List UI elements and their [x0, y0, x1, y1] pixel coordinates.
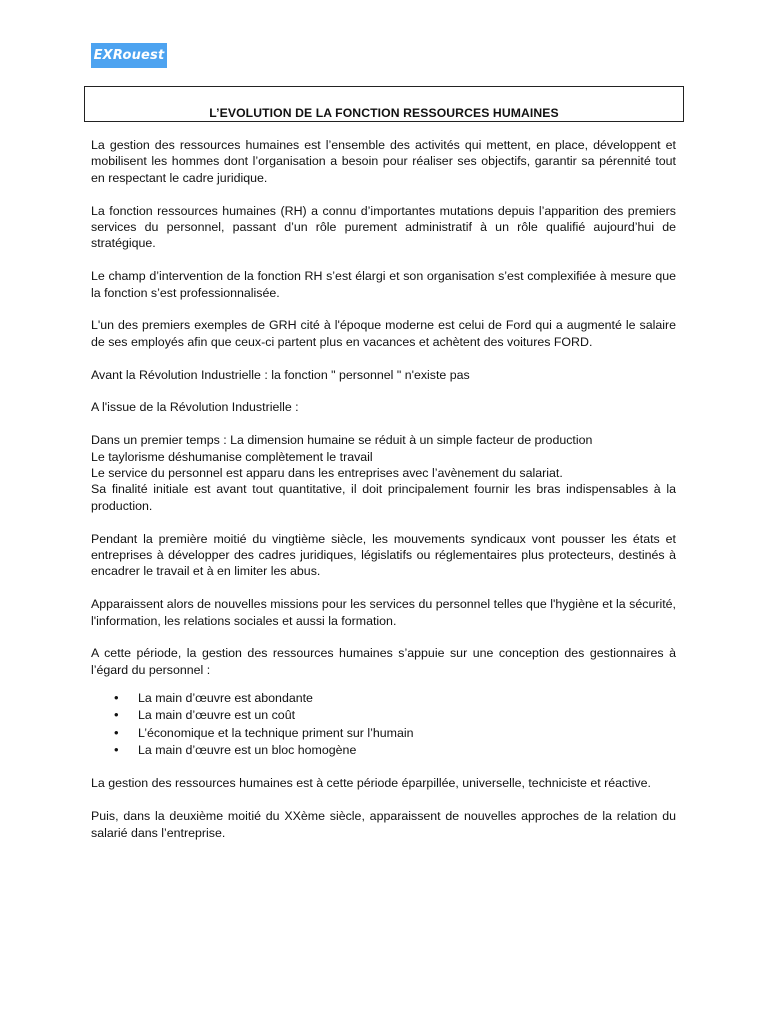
paragraph-premiere-moitie: Pendant la première moitié du vingtième siècle, les mouvements syndicaux vont pousser les états et entreprises à développer des cadres juridiques, législatifs ou réglementaires plus protecteurs, destinés à encadrer le travail et à en limiter les abus.: [91, 531, 676, 579]
logo-text: EXRouest: [93, 48, 165, 63]
document-body: [91, 137, 676, 857]
bullet-list: [91, 690, 676, 759]
paragraph-finalite: Sa finalité initiale est avant tout quantitative, il doit principalement fournir les bras indispensables à la production.: [91, 482, 676, 513]
paragraph-ford: L'un des premiers exemples de GRH cité à l'époque moderne est celui de Ford qui a augmenté le salaire de ses employés afin que ceux-ci partent plus en vacances et achètent des voitures FORD.: [91, 318, 676, 349]
paragraph-service-personnel: Le service du personnel est apparu dans les entreprises avec l’avènement du salariat.: [91, 466, 563, 481]
paragraph-mutations: La fonction ressources humaines (RH) a connu d’importantes mutations depuis l’apparition des premiers services du personnel, passant d’un rôle purement administratif à un rôle qualifié aujourd’hui de stratégique.: [91, 203, 676, 251]
list-item: • La main d’œuvre est abondante: [91, 690, 676, 707]
paragraph-nouvelles-missions: Apparaissent alors de nouvelles missions pour les services du personnel telles que l'hygiène et la sécurité, l'information, les relations sociales et aussi la formation.: [91, 597, 676, 628]
paragraph-intro: La gestion des ressources humaines est l’ensemble des activités qui mettent, en place, développent et mobilisent les hommes dont l’organisation a besoin pour réaliser ses objectifs, garantir sa pérennité tout en respectant le cadre juridique.: [91, 138, 676, 185]
paragraph-avant-revolution: Avant la Révolution Industrielle : la fonction " personnel " n'existe pas: [91, 367, 470, 382]
paragraph-premier-temps: Dans un premier temps : La dimension humaine se réduit à un simple facteur de production: [91, 433, 593, 448]
paragraph-taylorisme: Le taylorisme déshumanise complètement le travail: [91, 449, 373, 464]
paragraph-deuxieme-moitie: Puis, dans la deuxième moitié du XXème siècle, apparaissent de nouvelles approches de la relation du salarié dans l’entreprise.: [91, 809, 676, 840]
document-title: L’EVOLUTION DE LA FONCTION RESSOURCES HUMAINES: [209, 106, 559, 120]
paragraph-issue-revolution: A l'issue de la Révolution Industrielle :: [91, 400, 299, 415]
paragraph-eparpillee: La gestion des ressources humaines est à cette période éparpillée, universelle, techniciste et réactive.: [91, 776, 651, 791]
list-item: • L’économique et la technique priment sur l’humain: [91, 725, 676, 742]
paragraph-cette-periode: A cette période, la gestion des ressources humaines s’appuie sur une conception des gestionnaires à l’égard du personnel :: [91, 646, 676, 677]
title-box: [84, 86, 684, 122]
list-item: • La main d’œuvre est un coût: [91, 707, 676, 724]
paragraph-champ: Le champ d’intervention de la fonction RH s’est élargi et son organisation s’est complexifiée à mesure que la fonction s’est professionnalisée.: [91, 269, 676, 300]
list-item: • La main d’œuvre est un bloc homogène: [91, 742, 676, 759]
logo: [91, 43, 167, 68]
